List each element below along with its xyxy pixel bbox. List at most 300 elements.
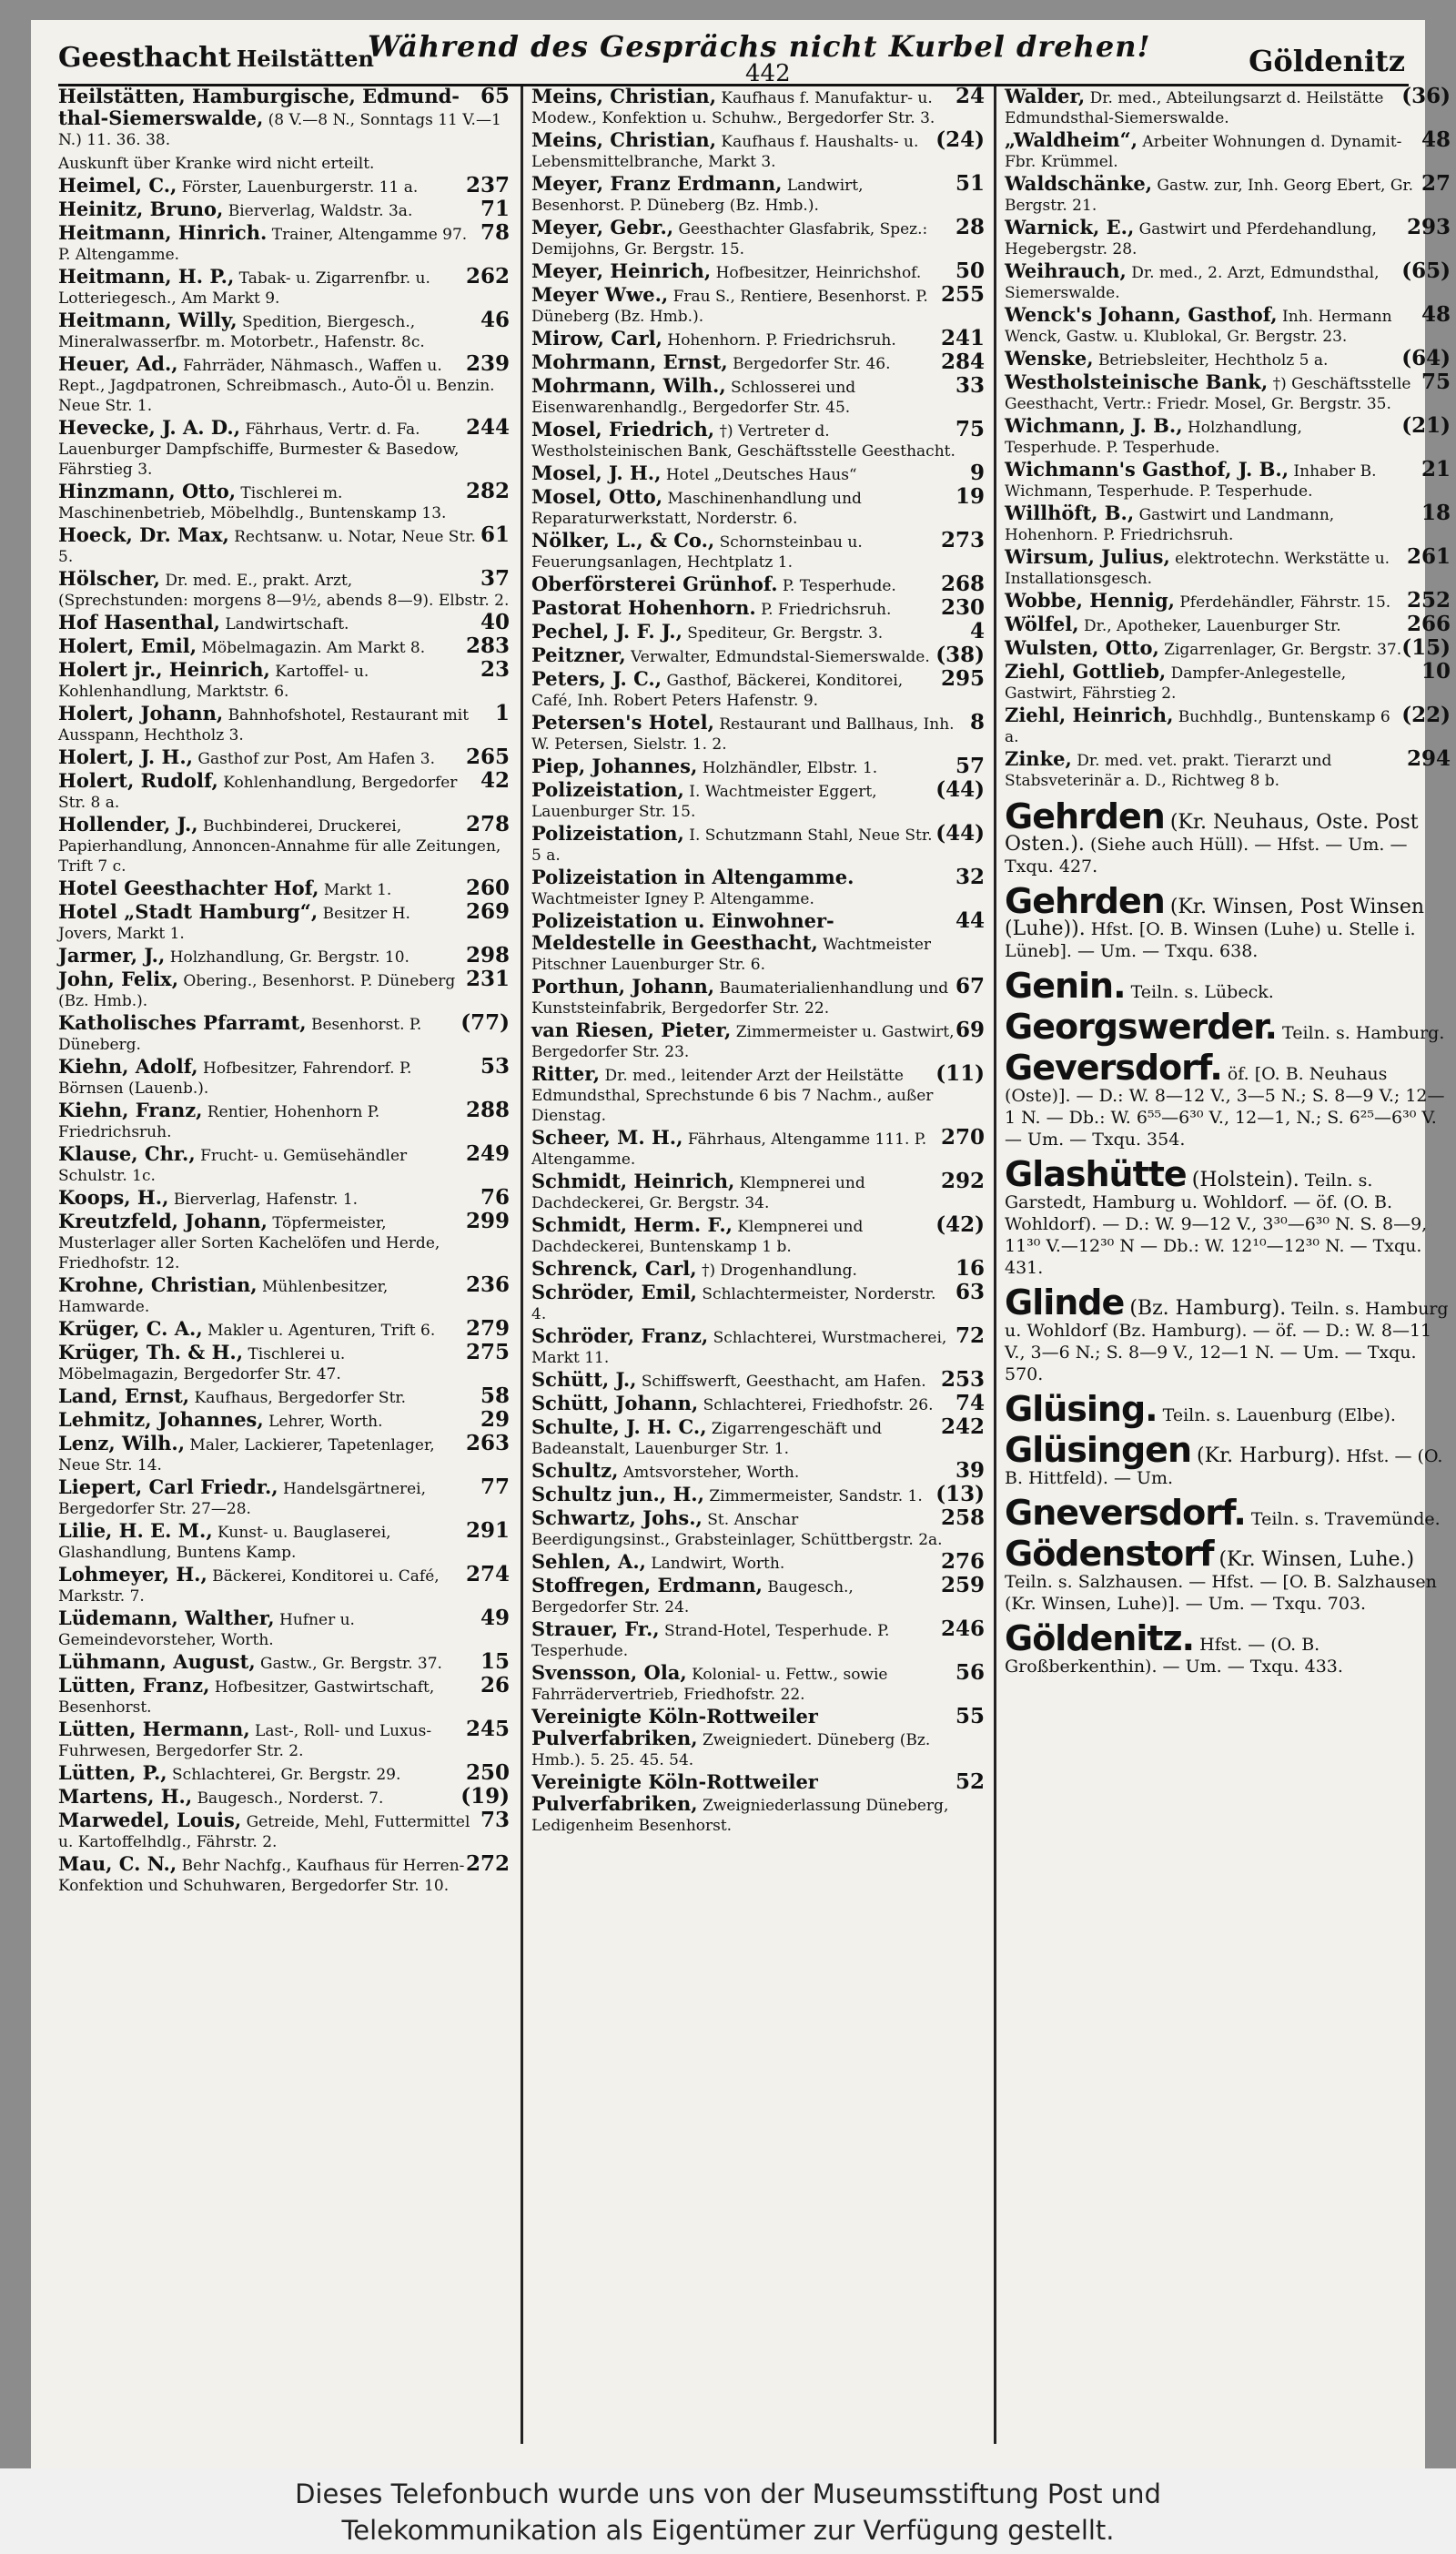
- entry-details: Rechtsanw. u. Notar, Neue Str. 5.: [58, 528, 476, 566]
- directory-entry: [58, 1407, 510, 1434]
- place-details: Hfst. — (O. B. Hittfeld). — Um.: [1005, 1446, 1443, 1488]
- entry-details: Bäckerei, Konditorei u. Café, Markstr. 7.: [58, 1567, 440, 1606]
- entry-details: Hohenhorn. P. Friedrichsruh.: [667, 331, 896, 350]
- page-header: [58, 29, 1409, 87]
- place-entry: [1005, 1493, 1451, 1533]
- place-entry: [1005, 1048, 1451, 1150]
- phone-number: (44): [935, 821, 985, 846]
- phone-number: 239: [465, 351, 510, 376]
- place-details: Teiln. s. Hamburg u. Wohldorf (Bz. Hamburg). — öf. — D.: W. 8—11 V., 3—6 N.; S. 8—9 V., 12—1 N. — Um. — Txqu. 570.: [1005, 1299, 1449, 1384]
- entry-name: Mohrmann, Wilh.,: [531, 374, 726, 397]
- phone-number: 10: [1421, 659, 1451, 684]
- phone-number: (15): [1401, 635, 1451, 660]
- phone-number: (36): [1401, 84, 1451, 108]
- entry-details: Mühlenbesitzer, Hamwarde.: [58, 1278, 389, 1316]
- phone-number: 8: [969, 710, 985, 735]
- directory-entry: [58, 1760, 510, 1787]
- entry-details: Trainer, Altengamme 97. P. Altengamme.: [58, 226, 468, 264]
- entry-name: Kiehn, Adolf,: [58, 1055, 198, 1078]
- directory-entry: [531, 1549, 985, 1576]
- entry-name: Polizeistation,: [531, 822, 684, 845]
- phone-number: 18: [1421, 501, 1451, 525]
- phone-number: 71: [480, 197, 510, 221]
- entry-details: Besitzer H. Jovers, Markt 1.: [58, 905, 410, 943]
- place-entry: [1005, 1282, 1451, 1385]
- entry-details: Möbelmagazin. Am Markt 8.: [201, 639, 426, 657]
- place-details: Teiln. s. Garstedt, Hamburg u. Wohldorf. — öf. (O. B. Wohldorf). — D.: W. 9—12 V., 3³⁰—6³⁰ N. S. 8—9, 11³⁰ V.—12³⁰ N — Db.: W. 12¹⁰—12³⁰ N. — Txqu. 431.: [1005, 1171, 1428, 1278]
- phone-number: 299: [465, 1209, 510, 1233]
- entry-name: Lohmeyer, H.,: [58, 1563, 207, 1586]
- phone-number: 19: [955, 484, 985, 509]
- directory-entry: [531, 821, 985, 867]
- directory-entry: [58, 657, 510, 704]
- entry-name: Mosel, Otto,: [531, 485, 663, 508]
- header-left: [58, 42, 374, 74]
- entry-name: Hevecke, J. A. D.,: [58, 416, 241, 439]
- directory-entry: [1005, 588, 1451, 614]
- place-entry: [1005, 1618, 1451, 1677]
- entry-details: Schornsteinbau u. Feuerungsanlagen, Hechtplatz 1.: [531, 533, 863, 572]
- entry-details: Hofbesitzer, Fahrendorf. P. Börnsen (Lauenb.).: [58, 1059, 412, 1098]
- entry-name: Heinitz, Bruno,: [58, 198, 224, 220]
- entry-name: Petersen's Hotel,: [531, 711, 714, 734]
- entry-details: Bahnhofshotel, Restaurant mit Ausspann, Hechtholz 3.: [58, 706, 470, 745]
- phone-number: 295: [940, 666, 985, 691]
- place-details: Teiln. s. Hamburg.: [1282, 1023, 1445, 1043]
- entry-name: Meyer, Heinrich,: [531, 259, 712, 282]
- directory-entry: [58, 768, 510, 815]
- directory-entry: [58, 415, 510, 481]
- entry-name: Heimel, C.,: [58, 174, 177, 197]
- directory-entry: [531, 974, 985, 1020]
- directory-entry: [58, 1185, 510, 1211]
- entry-details: Geesthachter Glasfabrik, Spez.: Demijohns, Gr. Bergstr. 15.: [531, 220, 928, 258]
- phone-number: 284: [940, 350, 985, 374]
- directory-entry: [1005, 705, 1451, 749]
- directory-entry: [531, 463, 985, 487]
- phone-number: (64): [1401, 346, 1451, 370]
- phone-number: 42: [480, 768, 510, 793]
- phone-number: 255: [940, 282, 985, 307]
- phone-number: 231: [465, 967, 510, 991]
- directory-entry: [58, 812, 510, 878]
- entry-name: Schrenck, Carl,: [531, 1257, 697, 1280]
- entry-name: Lütten, Franz,: [58, 1674, 210, 1697]
- phone-number: 293: [1406, 215, 1451, 239]
- entry-details: (8 V.—8 N., Sonntags 11 V.—1 N.) 11. 36. 38.: [58, 111, 501, 149]
- phone-number: 278: [465, 812, 510, 836]
- place-entry: [1005, 1154, 1451, 1279]
- header-banner: Während des Gesprächs nicht Kurbel drehen!: [368, 29, 1151, 64]
- place-qualifier: (Kr. Neuhaus, Oste. Post Osten.).: [1005, 811, 1419, 856]
- entry-details: Buchhdlg., Buntenskamp 6 a.: [1005, 708, 1390, 746]
- directory-entry: [1005, 258, 1451, 305]
- entry-details: Förster, Lauenburgerstr. 11 a.: [181, 178, 419, 197]
- entry-name: Meyer, Franz Erdmann,: [531, 172, 783, 195]
- directory-entry: [531, 645, 985, 669]
- directory-entry: [531, 595, 985, 622]
- phone-number: 63: [955, 1280, 985, 1304]
- directory-entry: [58, 199, 510, 223]
- entry-name: Holert, J. H.,: [58, 745, 193, 768]
- entry-name: Scheer, M. H.,: [531, 1126, 683, 1149]
- entry-details: Tabak- u. Zigarrenfbr. u. Lotteriegesch., Am Markt 9.: [58, 269, 430, 308]
- place-name: Geversdorf.: [1005, 1048, 1222, 1088]
- directory-entry: [58, 1340, 510, 1386]
- phone-number: (42): [935, 1212, 985, 1237]
- place-name: Glashütte: [1005, 1154, 1187, 1194]
- phone-number: 276: [940, 1549, 985, 1574]
- entry-name: Jarmer, J.,: [58, 944, 166, 967]
- entry-details: Getreide, Mehl, Futtermittel u. Kartoffelhdlg., Fährstr. 2.: [58, 1813, 470, 1851]
- phone-number: (19): [460, 1784, 510, 1809]
- place-name: Glinde: [1005, 1282, 1125, 1323]
- phone-number: 273: [940, 528, 985, 552]
- entry-name: Krohne, Christian,: [58, 1273, 258, 1296]
- directory-entry: [531, 171, 985, 218]
- entry-name: Wenske,: [1005, 347, 1094, 370]
- directory-entry: [58, 1431, 510, 1477]
- entry-details: Auskunft über Kranke wird nicht erteilt.: [58, 155, 375, 173]
- phone-number: (77): [460, 1010, 510, 1035]
- entry-name: Wobbe, Hennig,: [1005, 589, 1175, 612]
- directory-entry: [531, 484, 985, 531]
- directory-entry: [1005, 503, 1451, 547]
- entry-name: Holert, Rudolf,: [58, 769, 218, 792]
- phone-number: 29: [480, 1407, 510, 1432]
- entry-details: Maler, Lackierer, Tapetenlager, Neue Str. 14.: [58, 1436, 435, 1475]
- phone-number: (22): [1401, 703, 1451, 727]
- directory-entry: [1005, 346, 1451, 372]
- footer-line-2: Telekommunikation als Eigentümer zur Verfügung gestellt.: [341, 2515, 1115, 2546]
- entry-details: Dr., Apotheker, Lauenburger Str.: [1083, 617, 1341, 635]
- directory-entry: [531, 1125, 985, 1171]
- entry-name: Hotel Geesthachter Hof,: [58, 877, 319, 899]
- place-qualifier: (Kr. Winsen, Post Winsen (Luhe)).: [1005, 896, 1425, 940]
- directory-entry: [1005, 86, 1451, 130]
- entry-details: Strand-Hotel, Tesperhude. P. Tesperhude.: [531, 1622, 890, 1660]
- phone-number: 269: [465, 899, 510, 924]
- directory-entry: [1005, 635, 1451, 662]
- entry-details: Gasthof zur Post, Am Hafen 3.: [197, 750, 435, 768]
- entry-name: John, Felix,: [58, 968, 179, 990]
- place-name: Göldenitz.: [1005, 1618, 1195, 1658]
- entry-details: Hofbesitzer, Gastwirtschaft, Besenhorst.: [58, 1678, 435, 1717]
- directory-entry: [1005, 614, 1451, 638]
- phone-number: 33: [955, 373, 985, 398]
- entry-name: Lilie, H. E. M.,: [58, 1519, 213, 1542]
- directory-entry: [58, 899, 510, 946]
- entry-name: Willhöft, B.,: [1005, 502, 1135, 524]
- phone-number: 55: [955, 1704, 985, 1728]
- entry-details: Dr. med. E., prakt. Arzt, (Sprechstunden: morgens 8—9½, abends 8—9). Elbstr. 2.: [58, 572, 510, 610]
- header-left-title: Geesthacht: [58, 42, 231, 74]
- entry-name: Lütten, P.,: [58, 1761, 167, 1784]
- place-name: Gödenstorf: [1005, 1534, 1214, 1574]
- phone-number: 32: [955, 865, 985, 889]
- directory-entry: [58, 633, 510, 660]
- directory-page: [31, 20, 1451, 2468]
- entry-name: Warnick, E.,: [1005, 216, 1135, 238]
- entry-details: Wachtmeister Igney P. Altengamme.: [531, 890, 814, 908]
- place-details: Teiln. s. Lübeck.: [1130, 982, 1274, 1002]
- phone-number: 49: [480, 1606, 510, 1630]
- entry-name: Schröder, Emil,: [531, 1281, 697, 1303]
- directory-entry: [58, 1383, 510, 1410]
- entry-details: Restaurant und Ballhaus, Inh. W. Petersen, Sielstr. 1. 2.: [531, 715, 955, 754]
- entry-details: P. Tesperhude.: [782, 577, 896, 595]
- directory-entry: [531, 1573, 985, 1619]
- entry-name: Wirsum, Julius,: [1005, 545, 1170, 568]
- directory-entry: [1005, 171, 1451, 218]
- phone-number: 40: [480, 610, 510, 634]
- entry-details: Dr. med. vet. prakt. Tierarzt und Stabsveterinär a. D., Richtweg 8 b.: [1005, 752, 1332, 790]
- entry-name: Vereinigte Köln-Rottweiler Pulverfabriken,: [531, 1705, 818, 1749]
- entry-details: I. Schutzmann Stahl, Neue Str. 5 a.: [531, 826, 933, 865]
- directory-entry: [531, 777, 985, 824]
- entry-name: Holert, Johann,: [58, 702, 224, 725]
- entry-name: Piep, Johannes,: [531, 755, 698, 777]
- directory-entry: [1005, 457, 1451, 503]
- place-details: öf. [O. B. Neuhaus (Oste)]. — D.: W. 8—12 V., 3—5 N.; S. 8—9 V.; 12—1 N. — Db.: W. 6⁵⁵—6³⁰ V., 12—1, N.; S. 6²⁵—6³⁰ V. — Um. — Txqu. 354.: [1005, 1064, 1445, 1150]
- entry-name: Schröder, Franz,: [531, 1324, 709, 1347]
- entry-name: Lüdemann, Walther,: [58, 1606, 275, 1629]
- phone-number: 263: [465, 1431, 510, 1455]
- directory-entry: [531, 1704, 985, 1772]
- phone-number: 258: [940, 1505, 985, 1530]
- entry-name: Walder,: [1005, 85, 1086, 107]
- phone-number: 75: [955, 417, 985, 441]
- entry-name: Heilstätten, Hamburgische, Edmund-thal-Siemerswalde,: [58, 85, 460, 129]
- entry-details: Bierverlag, Hafenstr. 1.: [173, 1191, 359, 1209]
- entry-details: Zimmermeister u. Gastwirt, Bergedorfer Str. 23.: [531, 1023, 955, 1061]
- directory-entry: [531, 1256, 985, 1282]
- entry-details: Hufner u. Gemeindevorsteher, Worth.: [58, 1611, 355, 1649]
- directory-entry: [58, 86, 510, 152]
- place-qualifier: (Kr. Winsen, Luhe.): [1218, 1548, 1415, 1571]
- entry-details: Landwirt, Besenhorst. P. Düneberg (Bz. Hmb.).: [531, 177, 864, 215]
- place-name: Gehrden: [1005, 881, 1165, 921]
- directory-entry: [531, 352, 985, 376]
- phone-number: 245: [465, 1717, 510, 1741]
- place-entry: [1005, 1534, 1451, 1615]
- directory-entry: [531, 215, 985, 261]
- entry-name: Stoffregen, Erdmann,: [531, 1574, 763, 1596]
- phone-number: 272: [465, 1851, 510, 1876]
- entry-name: Sehlen, A.,: [531, 1550, 646, 1573]
- entry-name: Waldschänke,: [1005, 172, 1153, 195]
- entry-name: Holert jr., Heinrich,: [58, 658, 270, 681]
- directory-entry: [58, 610, 510, 636]
- place-qualifier: (Bz. Hamburg).: [1129, 1297, 1287, 1320]
- place-name: Glüsingen: [1005, 1430, 1191, 1470]
- phone-number: 265: [465, 745, 510, 769]
- entry-details: Kaufhaus f. Manufaktur- u. Modew., Konfektion u. Schuhw., Bergedorfer Str. 3.: [531, 89, 935, 127]
- phone-number: 250: [465, 1760, 510, 1785]
- entry-name: Wenck's Johann, Gasthof,: [1005, 303, 1278, 326]
- entry-name: Porthun, Johann,: [531, 975, 715, 998]
- phone-number: 56: [955, 1660, 985, 1685]
- phone-number: 9: [969, 461, 985, 485]
- directory-entry: [58, 1649, 510, 1676]
- phone-number: 294: [1406, 746, 1451, 771]
- entry-name: Martens, H.,: [58, 1785, 193, 1808]
- entry-name: Polizeistation u. Einwohner-Meldestelle in Geesthacht,: [531, 909, 834, 954]
- directory-entry: [531, 326, 985, 352]
- phone-number: 74: [955, 1391, 985, 1415]
- entry-name: Hof Hasenthal,: [58, 611, 220, 633]
- entry-name: Wichmann, J. B.,: [1005, 414, 1183, 437]
- directory-entry: [1005, 372, 1451, 416]
- entry-name: Svensson, Ola,: [531, 1661, 687, 1684]
- phone-number: 28: [955, 215, 985, 239]
- directory-entry: [58, 1141, 510, 1188]
- phone-number: (65): [1401, 258, 1451, 283]
- phone-number: 268: [940, 572, 985, 596]
- directory-entry: [1005, 215, 1451, 261]
- phone-number: (11): [935, 1061, 985, 1086]
- entry-name: Krüger, C. A.,: [58, 1317, 203, 1340]
- directory-entry: [1005, 544, 1451, 591]
- column-2: [531, 86, 985, 2444]
- entry-details: Spedition, Biergesch., Mineralwasserfbr. m. Motorbetr., Hafenstr. 8c.: [58, 313, 425, 351]
- entry-details: Wachtmeister Pitschner Lauenburger Str. 6.: [531, 936, 932, 974]
- phone-number: 236: [465, 1272, 510, 1297]
- directory-entry: [531, 756, 985, 780]
- entry-name: Wichmann's Gasthof, J. B.,: [1005, 458, 1289, 481]
- entry-details: Schlachterei, Wurstmacherei, Markt 11.: [531, 1329, 947, 1367]
- phone-number: 237: [465, 173, 510, 198]
- entry-name: Weihrauch,: [1005, 259, 1127, 282]
- entry-details: elektrotechn. Werkstätte u. Installationsgesch.: [1005, 550, 1390, 588]
- directory-entry: [58, 1100, 510, 1144]
- phone-number: 262: [465, 264, 510, 289]
- phone-number: 4: [969, 619, 985, 644]
- phone-number: (44): [935, 777, 985, 802]
- directory-entry: [58, 1784, 510, 1810]
- phone-number: 23: [480, 657, 510, 682]
- entry-details: Klempnerei und Dachdeckerei, Buntenskamp 1 b.: [531, 1218, 864, 1256]
- directory-entry: [531, 710, 985, 756]
- phone-number: 261: [1406, 544, 1451, 569]
- place-qualifier: (Kr. Harburg).: [1197, 1444, 1341, 1467]
- directory-entry: [531, 373, 985, 420]
- entry-name: Peitzner,: [531, 644, 626, 666]
- entry-name: Vereinigte Köln-Rottweiler Pulverfabriken,: [531, 1770, 818, 1815]
- entry-details: Gastw., Gr. Bergstr. 37.: [260, 1655, 442, 1673]
- header-right-title: Göldenitz: [1249, 44, 1405, 78]
- entry-details: Klempnerei und Dachdeckerei, Gr. Bergstr. 34.: [531, 1174, 865, 1212]
- entry-name: Meyer Wwe.,: [531, 283, 669, 306]
- entry-details: Baugesch., Norderst. 7.: [197, 1789, 384, 1808]
- entry-name: Westholsteinische Bank,: [1005, 370, 1269, 393]
- entry-name: Lühmann, August,: [58, 1650, 256, 1673]
- place-name: Gneversdorf.: [1005, 1493, 1246, 1533]
- entry-details: Zimmermeister, Sandstr. 1.: [709, 1487, 923, 1505]
- directory-entry: [58, 1211, 510, 1275]
- entry-details: Frau S., Rentiere, Besenhorst. P. Düneberg (Bz. Hmb.).: [531, 288, 928, 326]
- entry-name: Nölker, L., & Co.,: [531, 529, 715, 552]
- directory-entry: [58, 351, 510, 418]
- phone-number: 244: [465, 415, 510, 440]
- place-details: Teiln. s. Travemünde.: [1250, 1509, 1441, 1529]
- entry-details: Dr. med., leitender Arzt der Heilstätte Edmundsthal, Sprechstunde 6 bis 7 Nachm., außer Dienstag.: [531, 1067, 934, 1125]
- entry-name: Klause, Chr.,: [58, 1142, 196, 1165]
- directory-entry: [58, 264, 510, 310]
- phone-number: 73: [480, 1808, 510, 1832]
- entry-details: Baumaterialienhandlung und Kunststeinfabrik, Bergedorfer Str. 22.: [531, 979, 949, 1018]
- directory-entry: [1005, 659, 1451, 705]
- column-3: [1005, 86, 1451, 2444]
- directory-entry: [531, 867, 985, 911]
- place-name: Glüsing.: [1005, 1389, 1158, 1429]
- entry-details: St. Anschar Beerdigungsinst., Grabsteinlager, Schüttbergstr. 2a.: [531, 1511, 943, 1549]
- entry-details: Buchbinderei, Druckerei, Papierhandlung, Annoncen-Annahme für alle Zeitungen, Trift 7 c.: [58, 817, 501, 876]
- directory-entry: [58, 878, 510, 902]
- entry-details: Dampfer-Anlegestelle, Gastwirt, Fährstieg 2.: [1005, 664, 1347, 703]
- entry-details: Fährhaus, Vertr. d. Fa. Lauenburger Dampfschiffe, Burmester & Basedow, Fährstieg 3.: [58, 421, 460, 479]
- directory-entry: [531, 1482, 985, 1508]
- directory-entry: [531, 1391, 985, 1417]
- phone-number: 48: [1421, 302, 1451, 327]
- entry-details: Maschinenhandlung und Reparaturwerkstatt, Norderstr. 6.: [531, 490, 862, 528]
- phone-number: 1: [494, 701, 510, 725]
- phone-number: 27: [1421, 171, 1451, 196]
- directory-entry: [58, 310, 510, 354]
- phone-number: 58: [480, 1383, 510, 1408]
- entry-details: Rentier, Hohenhorn P. Friedrichsruh.: [58, 1103, 380, 1141]
- directory-entry: [531, 1282, 985, 1326]
- directory-entry: [531, 1367, 985, 1394]
- place-details: Hfst. [O. B. Winsen (Luhe) u. Stelle i. Lüneb]. — Um. — Txqu. 638.: [1005, 919, 1416, 961]
- entry-name: Schmidt, Herm. F.,: [531, 1213, 733, 1236]
- phone-number: 51: [955, 171, 985, 196]
- entry-details: Bierverlag, Waldstr. 3a.: [228, 202, 413, 220]
- phone-number: 77: [480, 1475, 510, 1499]
- directory-entry: [58, 701, 510, 747]
- phone-number: (21): [1401, 413, 1451, 438]
- entry-name: Hoeck, Dr. Max,: [58, 523, 229, 546]
- entry-name: Schwartz, Johs.,: [531, 1506, 703, 1529]
- entry-name: Schultz jun., H.,: [531, 1483, 704, 1505]
- directory-entry: [58, 943, 510, 969]
- phone-number: 241: [940, 326, 985, 350]
- phone-number: 291: [465, 1518, 510, 1543]
- directory-entry: [531, 528, 985, 574]
- directory-entry: [58, 1673, 510, 1719]
- entry-name: Kreutzfeld, Johann,: [58, 1210, 268, 1232]
- phone-number: 21: [1421, 457, 1451, 481]
- entry-details: Betriebsleiter, Hechtholz 5 a.: [1097, 351, 1329, 370]
- directory-entry: [531, 619, 985, 645]
- entry-details: P. Friedrichsruh.: [761, 601, 892, 619]
- place-details: Teiln. s. Salzhausen. — Hfst. — [O. B. Salzhausen (Kr. Winsen, Luhe)]. — Um. — Txqu. 703.: [1005, 1572, 1437, 1614]
- entry-name: Mohrmann, Ernst,: [531, 350, 728, 373]
- entry-details: Schlachterei, Gr. Bergstr. 29.: [172, 1766, 401, 1784]
- entry-name: Mirow, Carl,: [531, 327, 662, 350]
- entry-details: Gasthof, Bäckerei, Konditorei, Café, Inh. Robert Peters Hafenstr. 9.: [531, 672, 904, 710]
- phone-number: 75: [1421, 370, 1451, 394]
- entry-details: Holzhandlung, Tesperhude. P. Tesperhude.: [1005, 419, 1302, 457]
- entry-details: Spediteur, Gr. Bergstr. 3.: [687, 624, 884, 643]
- place-name: Georgswerder.: [1005, 1007, 1277, 1047]
- phone-number: 292: [940, 1169, 985, 1193]
- phone-number: 253: [940, 1367, 985, 1392]
- phone-number: 16: [955, 1256, 985, 1281]
- place-entry: [1005, 1389, 1451, 1429]
- entry-name: Schulte, J. H. C.,: [531, 1415, 707, 1438]
- directory-entry: [58, 747, 510, 771]
